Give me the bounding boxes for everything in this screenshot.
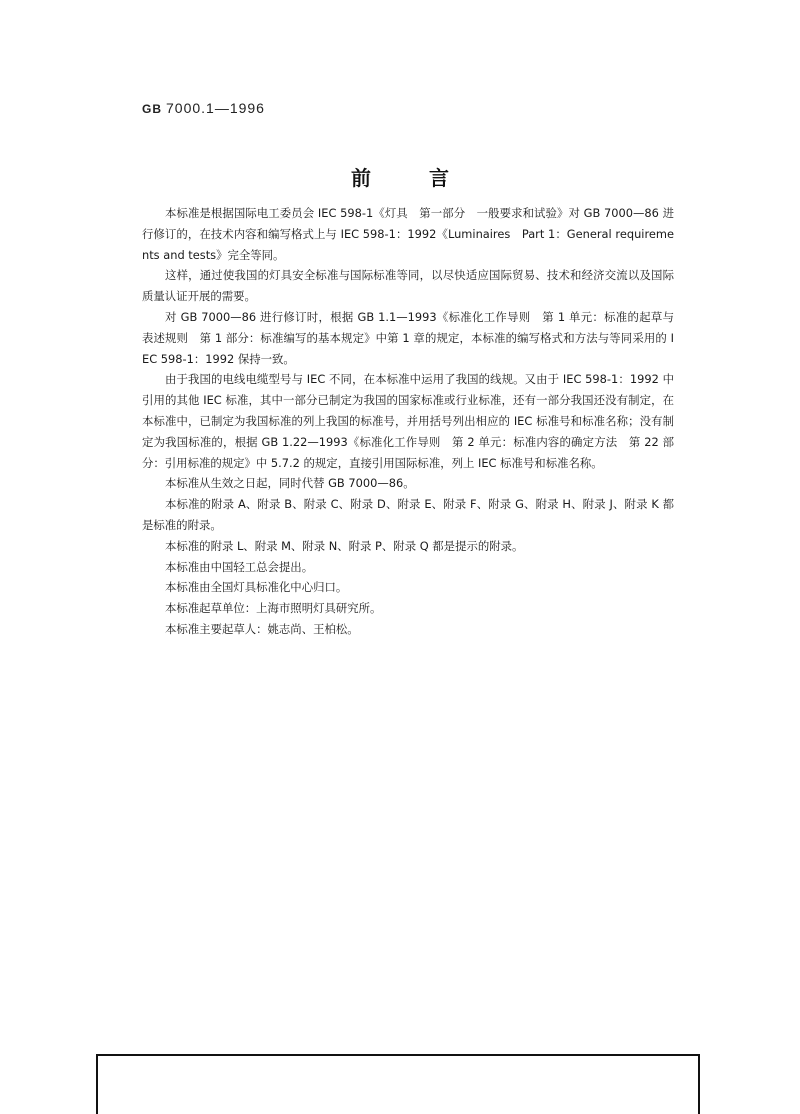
next-page-frame	[96, 1054, 700, 1114]
paragraph-revision-format: 对 GB 7000—86 进行修订时，根据 GB 1.1—1993《标准化工作导则 第 1 单元：标准的起草与表述规则 第 1 部分：标准编写的基本规定》中第 1 章的规定，本标准的编写格式和方法与等同采用的 IEC 598-1：1992 保持一致。	[142, 309, 674, 366]
paragraph-effective: 本标准从生效之日起，同时代替 GB 7000—86。	[165, 476, 415, 491]
standard-code-header	[142, 100, 265, 116]
standard-number: 7000.1—1996	[166, 100, 265, 116]
paragraph-drafting-unit: 本标准起草单位：上海市照明灯具研究所。	[165, 601, 382, 616]
paragraph-purpose: 这样，通过使我国的灯具安全标准与国际标准等同，以尽快适应国际贸易、技术和经济交流以及国际质量认证开展的需要。	[142, 268, 674, 304]
paragraph-references: 由于我国的电线电缆型号与 IEC 不同，在本标准中运用了我国的线规。又由于 IEC 598-1：1992 中引用的其他 IEC 标准，其中一部分已制定为我国的国家标准或行业标准，还有一部分我国还没有制定，在本标准中，已制定为我国标准的列上我国的标准号，并用括号列出相应的 IEC 标准号和标准名称；没有制定为我国标准的，根据 GB 1.22—1993《标准化工作导则 第 2 单元：标准内容的确定方法 第 22 部分：引用标准的规定》中 5.7.2 的规定，直接引用国际标准，列上 IEC 标准号和标准名称。	[142, 372, 674, 470]
paragraph-normative-annexes: 本标准的附录 A、附录 B、附录 C、附录 D、附录 E、附录 F、附录 G、附录 H、附录 J、附录 K 都是标准的附录。	[142, 497, 674, 532]
paragraph-responsible: 本标准由全国灯具标准化中心归口。	[165, 580, 348, 595]
paragraph-proposer: 本标准由中国轻工总会提出。	[165, 559, 314, 574]
paragraph-drafters: 本标准主要起草人：姚志尚、王柏松。	[165, 621, 359, 636]
standard-prefix: GB	[142, 102, 162, 116]
page-title: 前言	[351, 166, 507, 190]
paragraph-informative-annexes: 本标准的附录 L、附录 M、附录 N、附录 P、附录 Q 都是提示的附录。	[165, 538, 524, 553]
foreword-body	[142, 203, 674, 640]
paragraph-intro: 本标准是根据国际电工委员会 IEC 598-1《灯具 第一部分 一般要求和试验》对 GB 7000—86 进行修订的，在技术内容和编写格式上与 IEC 598-1：1992《Luminaires Part 1：General requirements and tests》完全等同。	[142, 206, 674, 262]
